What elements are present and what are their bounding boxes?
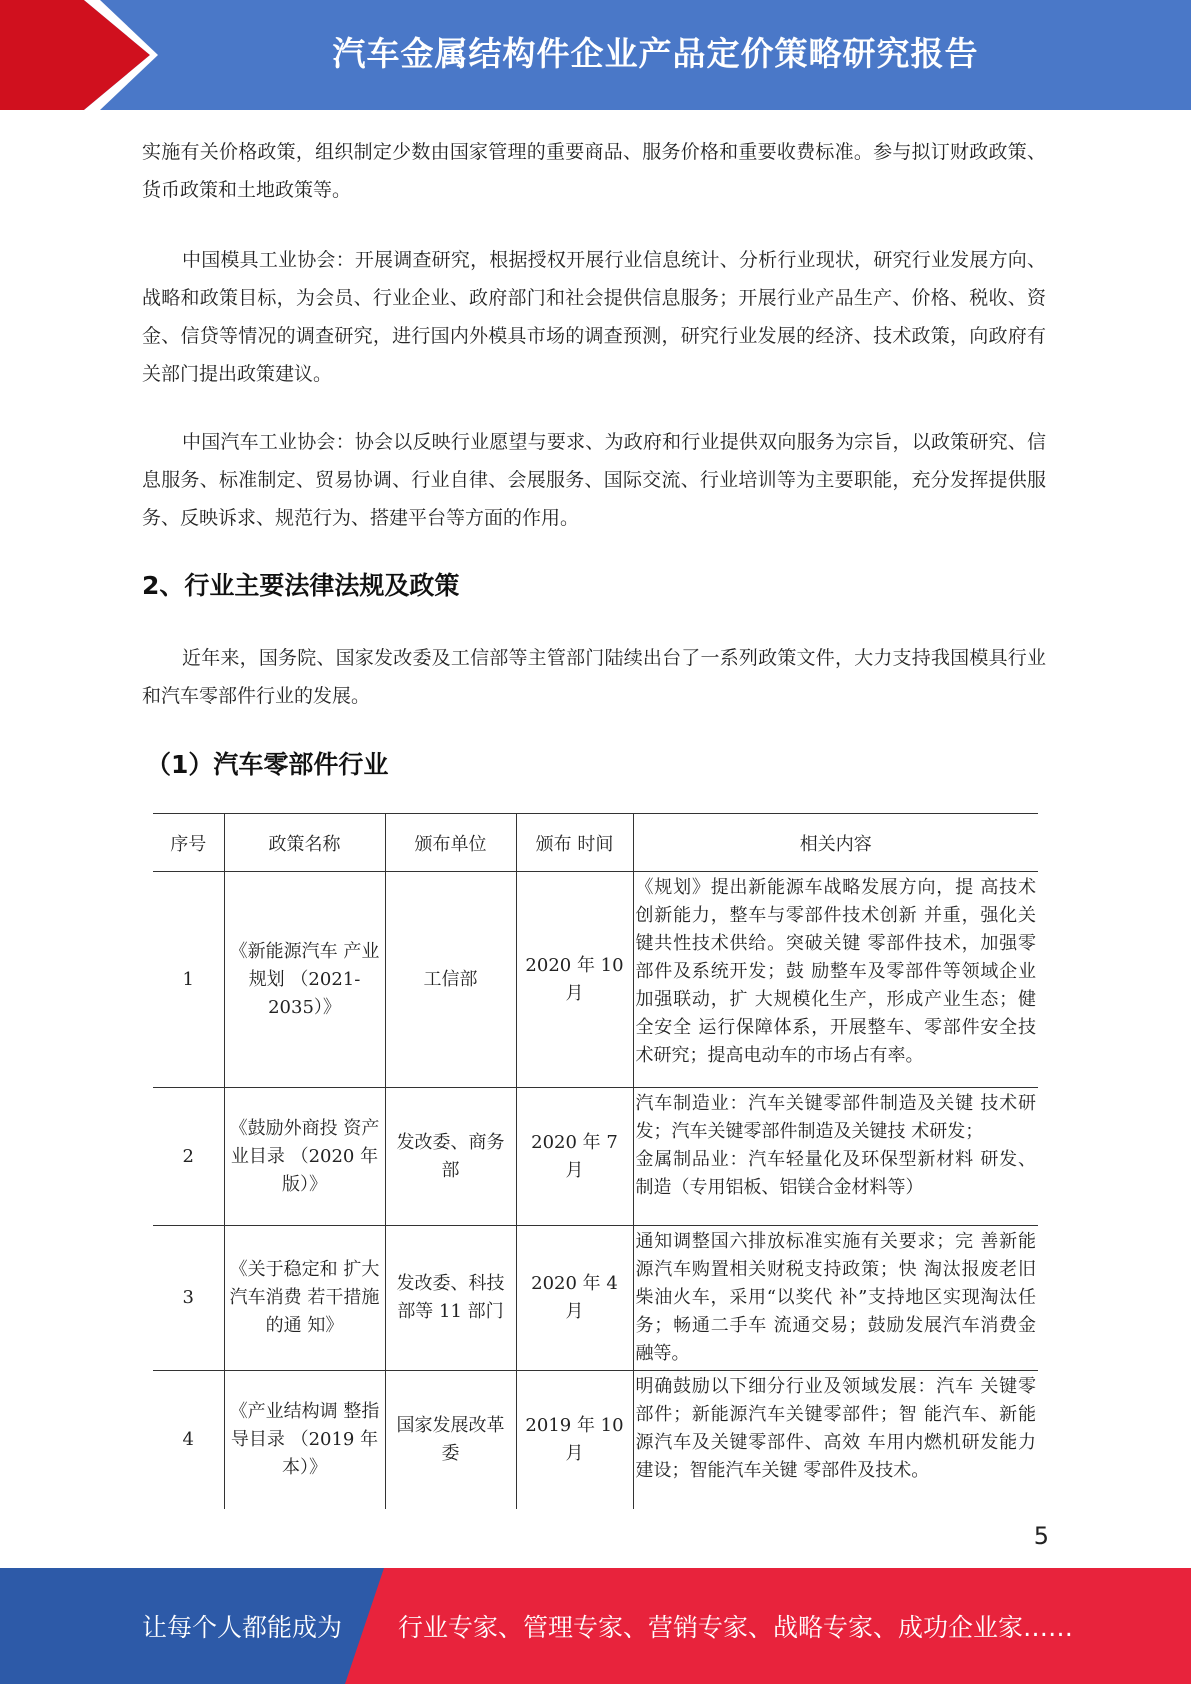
cell-issuer: 发改委、商务部 xyxy=(385,1088,516,1226)
cell-no: 1 xyxy=(153,872,224,1088)
cell-issuer: 工信部 xyxy=(385,872,516,1088)
header-issuer: 颁布单位 xyxy=(385,814,516,872)
table-header-row xyxy=(153,814,1038,872)
paragraph-text: 中国汽车工业协会：协会以反映行业愿望与要求、为政府和行业提供双向服务为宗旨，以政策研究、信息服务、标准制定、贸易协调、行业自律、会展服务、国际交流、行业培训等为主要职能，充分发挥提供服务、反映诉求、规范行为、搭建平台等方面的作用。 xyxy=(142,431,1046,529)
cell-content: 明确鼓励以下细分行业及领域发展：汽车 关键零部件；新能源汽车关键零部件；智 能汽车、新能源汽车及关键零部件、高效 车用内燃机研发能力建设；智能汽车关键 零部件及技术。 xyxy=(633,1371,1038,1509)
cell-content: 汽车制造业：汽车关键零部件制造及关键 技术研发；汽车关键零部件制造及关键技 术研发； 金属制品业：汽车轻量化及环保型新材料 研发、制造（专用铝板、铝镁合金材料等） xyxy=(633,1088,1038,1226)
cell-content: 《规划》提出新能源车战略发展方向，提 高技术创新能力，整车与零部件技术创新 并重，强化关键共性技术供给。突破关键 零部件技术，加强零部件及系统开发；鼓 励整车及零部件等领域企业加强联动，扩 大规模化生产，形成产业生态；健全安全 运行保障体系，开展整车、零部件安全技 术研究；提高电动车的市场占有率。 xyxy=(633,872,1038,1088)
cell-date: 2020 年 4 月 xyxy=(516,1226,633,1371)
cell-date: 2019 年 10 月 xyxy=(516,1371,633,1509)
page-number: 5 xyxy=(1033,1522,1049,1550)
paragraph-1 xyxy=(142,133,1046,209)
section-heading-block xyxy=(142,566,1046,602)
cell-content: 通知调整国六排放标准实施有关要求；完 善新能源汽车购置相关财税支持政策；快 淘汰报废老旧柴油火车，采用“以奖代 补”支持地区实现淘汰任务；畅通二手车 流通交易；鼓励发展汽车消费金融等。 xyxy=(633,1226,1038,1371)
section-heading: 2、行业主要法律法规及政策 xyxy=(142,571,460,600)
paragraph-2 xyxy=(142,241,1046,393)
cell-policy-name: 《新能源汽车 产业规划 （2021-2035）》 xyxy=(224,872,385,1088)
cell-no: 3 xyxy=(153,1226,224,1371)
cell-issuer: 发改委、科技部等 11 部门 xyxy=(385,1226,516,1371)
header-date: 颁布 时间 xyxy=(516,814,633,872)
cell-no: 2 xyxy=(153,1088,224,1226)
table-row xyxy=(153,1371,1038,1509)
cell-policy-name: 《产业结构调 整指导目录 （2019 年本）》 xyxy=(224,1371,385,1509)
table-row xyxy=(153,872,1038,1088)
paragraph-text: 实施有关价格政策，组织制定少数由国家管理的重要商品、服务价格和重要收费标准。参与拟订财政政策、货币政策和土地政策等。 xyxy=(142,141,1046,201)
cell-policy-name: 《鼓励外商投 资产业目录 （2020 年版）》 xyxy=(224,1088,385,1226)
report-title: 汽车金属结构件企业产品定价策略研究报告 xyxy=(332,34,979,73)
cell-policy-name: 《关于稳定和 扩大汽车消费 若干措施的通 知》 xyxy=(224,1226,385,1371)
cell-date: 2020 年 7 月 xyxy=(516,1088,633,1226)
paragraph-4 xyxy=(142,639,1046,715)
policy-table xyxy=(153,813,1038,1509)
table-row xyxy=(153,1226,1038,1371)
paragraph-text: 中国模具工业协会：开展调查研究，根据授权开展行业信息统计、分析行业现状，研究行业发展方向、战略和政策目标，为会员、行业企业、政府部门和社会提供信息服务；开展行业产品生产、价格、税收、资金、信贷等情况的调查研究，进行国内外模具市场的调查预测，研究行业发展的经济、技术政策，向政府有关部门提出政策建议。 xyxy=(142,249,1046,385)
page-header xyxy=(0,0,1191,110)
subsection-heading-block xyxy=(146,745,1050,781)
header-content: 相关内容 xyxy=(633,814,1038,872)
table-row xyxy=(153,1088,1038,1226)
paragraph-text: 近年来，国务院、国家发改委及工信部等主管部门陆续出台了一系列政策文件，大力支持我国模具行业和汽车零部件行业的发展。 xyxy=(142,647,1046,707)
header-no: 序号 xyxy=(153,814,224,872)
page-footer xyxy=(0,1568,1191,1684)
cell-issuer: 国家发展改革委 xyxy=(385,1371,516,1509)
paragraph-3 xyxy=(142,423,1046,537)
footer-slogan-right: 行业专家、管理专家、营销专家、战略专家、成功企业家…… xyxy=(398,1613,1074,1642)
cell-date: 2020 年 10 月 xyxy=(516,872,633,1088)
footer-slogan-left: 让每个人都能成为 xyxy=(142,1613,343,1642)
header-policy-name: 政策名称 xyxy=(224,814,385,872)
cell-no: 4 xyxy=(182,1428,194,1450)
subsection-heading: （1）汽车零部件行业 xyxy=(146,750,389,779)
